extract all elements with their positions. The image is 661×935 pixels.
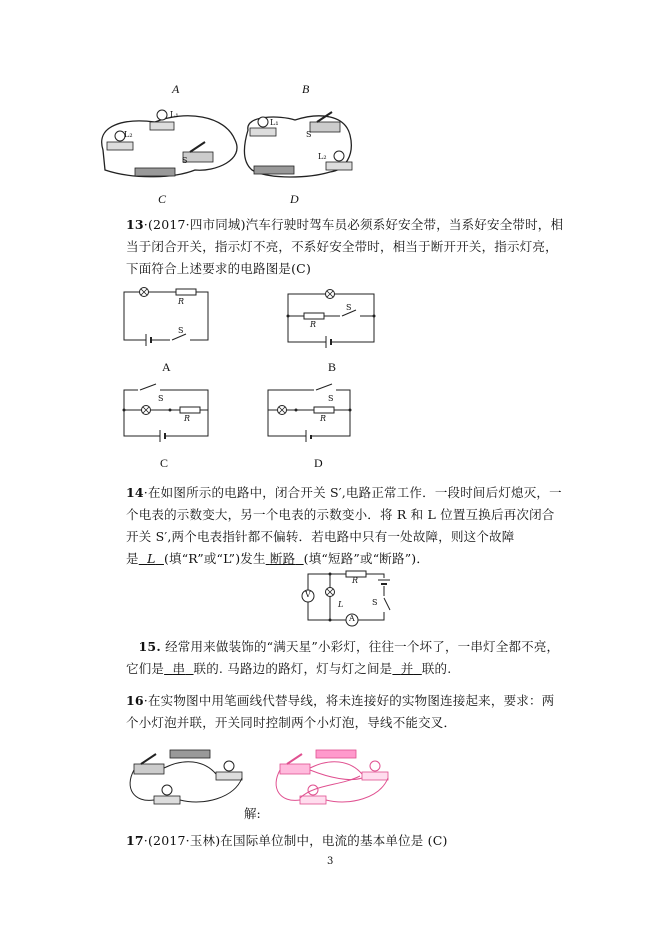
answer-blank-2: 并 — [400, 661, 414, 676]
question-17 — [126, 830, 566, 852]
label-r-b: R — [310, 320, 317, 329]
question-number: 17 — [126, 833, 144, 848]
circuit-b — [288, 294, 374, 342]
figure-q16-unconnected — [124, 748, 254, 810]
question-text-2: 联的. 马路边的路灯，灯与灯之间是 — [193, 661, 393, 676]
circuit-c — [124, 390, 208, 436]
question-text: ·(2017·玉林)在国际单位制中，电流的基本单位是 (C) — [143, 833, 448, 848]
caption-d: D — [314, 456, 323, 470]
label-l1-left: L₁ — [170, 110, 179, 119]
label-r-d: R — [320, 414, 327, 423]
switch-label: S — [372, 598, 378, 607]
resistor-label: R — [352, 576, 359, 585]
label-l2-left: L₂ — [124, 130, 133, 139]
circuit-photo-right — [240, 100, 360, 185]
label-s-right: S — [306, 130, 312, 139]
label-c: C — [158, 192, 167, 206]
question-13 — [126, 214, 566, 280]
lamp-label: L — [338, 600, 344, 609]
voltmeter-label: V — [305, 590, 311, 599]
circuit-d — [268, 390, 350, 436]
question-number: 15. — [138, 639, 161, 654]
question-text: ·在如图所示的电路中，闭合开关 S′,电路正常工作．一段时间后灯熄灭，一个电表的示数变大，另一个电表的示数变小．将 R 和 L 位置互换后再次闭合开关 S′,两个电表指针都不偏转．若电路中只有一处故障，则这个故障是 — [126, 485, 562, 566]
question-15 — [126, 636, 566, 680]
answer-blank-1: 串 — [172, 661, 186, 676]
caption-a: A — [162, 360, 171, 374]
answer-blank-1: L — [147, 551, 156, 566]
question-16 — [126, 690, 566, 734]
label-s-left: S — [182, 156, 188, 165]
figure-q14 — [302, 574, 392, 622]
question-number: 14 — [126, 485, 144, 500]
answer-blank-2: 断路 — [269, 551, 296, 566]
circuit-a — [124, 292, 208, 340]
label-a: A — [172, 82, 180, 96]
ammeter-label: A — [349, 614, 355, 623]
question-14 — [126, 482, 566, 570]
label-b: B — [302, 82, 310, 96]
label-l1-right: L₁ — [270, 118, 279, 127]
label-d: D — [290, 192, 299, 206]
question-text-3: 联的. — [421, 661, 452, 676]
question-text: ·在实物图中用笔画线代替导线，将未连接好的实物图连接起来，要求：两个小灯泡并联，开关同时控制两个小灯泡，导线不能交叉． — [126, 693, 555, 730]
question-text: 经常用来做装饰的“满天星”小彩灯，往往一个坏了，一串灯全都不亮，它们是 — [126, 639, 560, 676]
label-l2-right: L₂ — [318, 152, 327, 161]
label-r-a: R — [178, 297, 185, 306]
page-number: 3 — [327, 856, 334, 867]
label-s-c: S — [158, 394, 164, 403]
caption-c: C — [160, 456, 169, 470]
question-number: 16 — [126, 693, 144, 708]
question-number: 13 — [126, 217, 144, 232]
caption-b: B — [328, 360, 337, 374]
label-s-d: S — [328, 394, 334, 403]
question-text: ·(2017·四市同城)汽车行驶时驾车员必须系好安全带，当系好安全带时，相当于闭合开关，指示灯不亮，不系好安全带时，相当于断开开关，指示灯亮，下面符合上述要求的电路图是(C) — [126, 217, 564, 276]
question-text-3: (填“短路”或“断路”)． — [303, 551, 430, 566]
label-s-b: S — [346, 303, 352, 312]
figure-q16-answer — [270, 748, 400, 810]
question-text-2: (填“R”或“L”)发生 — [163, 551, 266, 566]
label-s-a: S — [178, 326, 184, 335]
label-r-c: R — [184, 414, 191, 423]
answer-label: 解: — [244, 806, 261, 821]
